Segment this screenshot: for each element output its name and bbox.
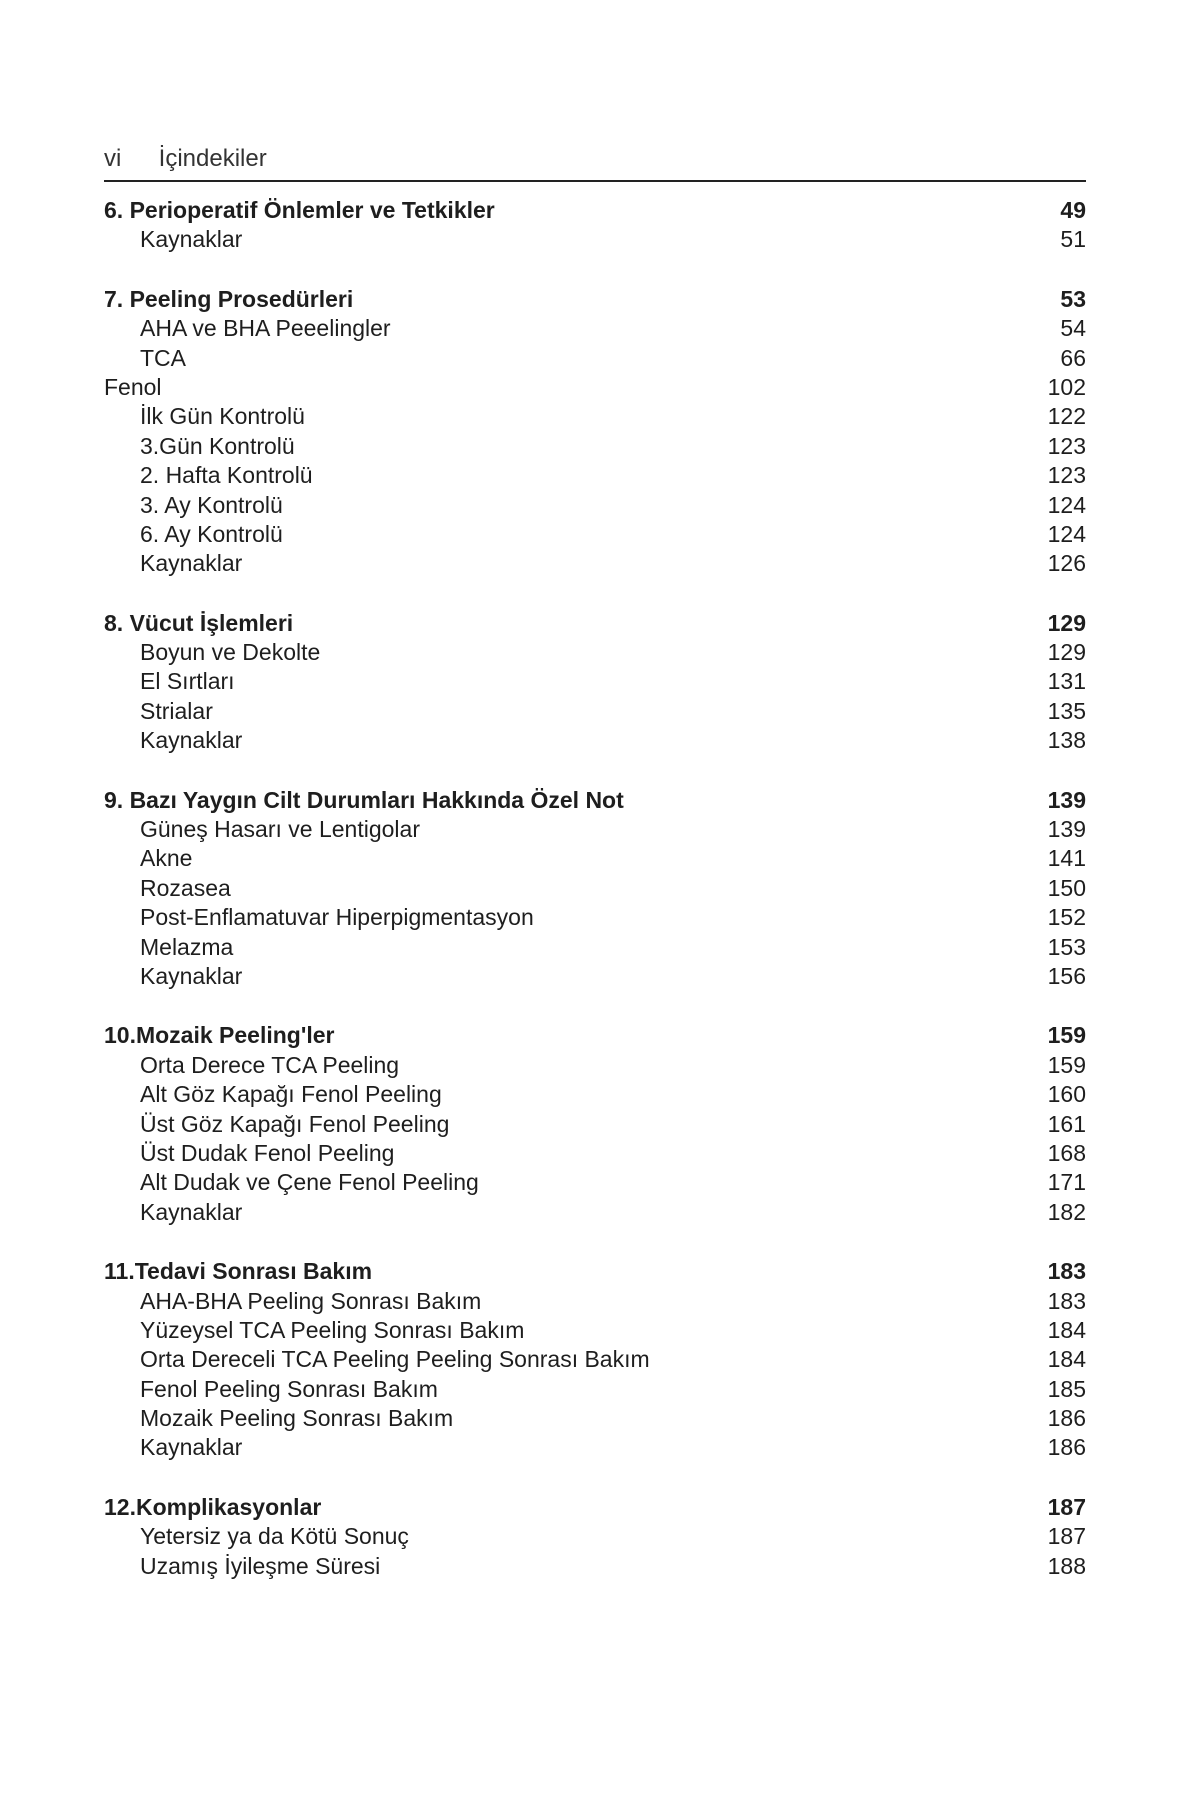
- toc-entry-label: İlk Gün Kontrolü: [140, 403, 305, 430]
- toc-page-number: 156: [1047, 962, 1086, 989]
- toc-entry-label: Melazma: [140, 933, 234, 960]
- toc-entry: [104, 461, 1086, 490]
- toc-page-number: 186: [1047, 1405, 1086, 1432]
- toc-entry: [104, 432, 1086, 461]
- toc-entry: [104, 874, 1086, 903]
- toc-entry-label: Kaynaklar: [140, 226, 243, 253]
- toc-entry: [104, 815, 1086, 844]
- toc-entry-label: 9. Bazı Yaygın Cilt Durumları Hakkında Özel Not: [104, 786, 624, 813]
- toc-chapter-heading: [104, 1257, 1086, 1286]
- toc-entry-label: 6. Ay Kontrolü: [140, 520, 283, 547]
- toc-page-number: 129: [1047, 639, 1086, 666]
- toc-page-number: 53: [1060, 285, 1086, 312]
- toc-entry-label: Kaynaklar: [140, 727, 243, 754]
- toc-entry: [104, 314, 1086, 343]
- toc-page-number: 159: [1047, 1051, 1086, 1078]
- toc-entry: [104, 402, 1086, 431]
- toc-section: [104, 196, 1086, 255]
- toc-section: [104, 1493, 1086, 1581]
- toc-entry-label: Mozaik Peeling Sonrası Bakım: [140, 1405, 454, 1432]
- toc-entry: [104, 1080, 1086, 1109]
- toc-entry-label: Alt Göz Kapağı Fenol Peeling: [140, 1081, 442, 1108]
- toc-page-number: 186: [1047, 1434, 1086, 1461]
- toc-entry-label: 3. Ay Kontrolü: [140, 491, 283, 518]
- toc-entry: [104, 373, 1086, 402]
- toc-entry: [104, 903, 1086, 932]
- toc-entry: [104, 1139, 1086, 1168]
- toc-entry-label: Orta Dereceli TCA Peeling Peeling Sonrası Bakım: [140, 1346, 650, 1373]
- toc-page-number: 123: [1047, 462, 1086, 489]
- toc-page-number: 124: [1047, 491, 1086, 518]
- table-of-contents: [104, 196, 1086, 1611]
- toc-page-number: 171: [1047, 1169, 1086, 1196]
- toc-page-number: 187: [1047, 1493, 1086, 1520]
- toc-page-number: 188: [1047, 1552, 1086, 1579]
- toc-section: [104, 285, 1086, 579]
- toc-entry-label: Kaynaklar: [140, 1434, 243, 1461]
- toc-page-number: 139: [1047, 786, 1086, 813]
- toc-page-number: 124: [1047, 520, 1086, 547]
- toc-entry: [104, 1316, 1086, 1345]
- toc-entry: [104, 1552, 1086, 1581]
- toc-entry: [104, 520, 1086, 549]
- toc-page-number: 138: [1047, 727, 1086, 754]
- toc-chapter-heading: [104, 1493, 1086, 1522]
- toc-page-number: 182: [1047, 1198, 1086, 1225]
- toc-page-number: 49: [1060, 197, 1086, 223]
- toc-entry-label: Fenol: [104, 373, 162, 400]
- toc-entry: [104, 1404, 1086, 1433]
- toc-entry: [104, 1433, 1086, 1462]
- running-header: [104, 145, 1086, 173]
- toc-entry-label: Fenol Peeling Sonrası Bakım: [140, 1375, 438, 1402]
- toc-page-number: 183: [1047, 1258, 1086, 1285]
- toc-page-number: 123: [1047, 432, 1086, 459]
- toc-page-number: 159: [1047, 1022, 1086, 1049]
- toc-page-number: 129: [1047, 609, 1086, 636]
- toc-page-number: 122: [1047, 403, 1086, 430]
- toc-entry: [104, 726, 1086, 755]
- toc-entry-label: Rozasea: [140, 874, 231, 901]
- header-title: İçindekiler: [158, 145, 267, 172]
- header-rule: [104, 180, 1086, 182]
- toc-page-number: 168: [1047, 1139, 1086, 1166]
- toc-entry-label: 11.Tedavi Sonrası Bakım: [104, 1258, 373, 1285]
- toc-entry: [104, 844, 1086, 873]
- toc-entry: [104, 1522, 1086, 1551]
- toc-entry-label: Yüzeysel TCA Peeling Sonrası Bakım: [140, 1316, 525, 1343]
- toc-chapter-heading: [104, 786, 1086, 815]
- toc-chapter-heading: [104, 196, 1086, 225]
- toc-page-number: 153: [1047, 933, 1086, 960]
- toc-entry-label: Orta Derece TCA Peeling: [140, 1051, 400, 1078]
- toc-entry-label: 10.Mozaik Peeling'ler: [104, 1022, 335, 1049]
- toc-chapter-heading: [104, 285, 1086, 314]
- toc-section: [104, 1021, 1086, 1227]
- toc-page-number: 141: [1047, 845, 1086, 872]
- toc-entry: [104, 344, 1086, 373]
- toc-page-number: 51: [1060, 226, 1086, 253]
- toc-entry-label: Kaynaklar: [140, 550, 243, 577]
- toc-page-number: 184: [1047, 1346, 1086, 1373]
- toc-page-number: 185: [1047, 1375, 1086, 1402]
- toc-entry-label: 6. Perioperatif Önlemler ve Tetkikler: [104, 197, 495, 223]
- toc-entry: [104, 1287, 1086, 1316]
- toc-page-number: 152: [1047, 904, 1086, 931]
- toc-section: [104, 786, 1086, 992]
- toc-page-number: 150: [1047, 874, 1086, 901]
- toc-entry-label: Akne: [140, 845, 193, 872]
- toc-entry-label: Yetersiz ya da Kötü Sonuç: [140, 1523, 409, 1550]
- toc-chapter-heading: [104, 1021, 1086, 1050]
- toc-section: [104, 609, 1086, 756]
- header-page-number: vi: [104, 145, 122, 172]
- toc-entry: [104, 549, 1086, 578]
- toc-page-number: 161: [1047, 1110, 1086, 1137]
- toc-entry-label: 2. Hafta Kontrolü: [140, 462, 313, 489]
- toc-section: [104, 1257, 1086, 1463]
- toc-entry-label: Kaynaklar: [140, 1198, 243, 1225]
- toc-page-number: 102: [1047, 373, 1086, 400]
- toc-entry-label: Strialar: [140, 697, 213, 724]
- toc-entry-label: TCA: [140, 344, 186, 371]
- toc-page-number: 187: [1047, 1523, 1086, 1550]
- toc-chapter-heading: [104, 609, 1086, 638]
- toc-entry-label: AHA-BHA Peeling Sonrası Bakım: [140, 1287, 482, 1314]
- toc-entry-label: Uzamış İyileşme Süresi: [140, 1552, 381, 1579]
- toc-entry-label: Güneş Hasarı ve Lentigolar: [140, 816, 420, 843]
- toc-entry-label: AHA ve BHA Peeelingler: [140, 315, 391, 342]
- toc-entry: [104, 491, 1086, 520]
- toc-entry: [104, 225, 1086, 254]
- toc-entry: [104, 962, 1086, 991]
- toc-entry-label: 7. Peeling Prosedürleri: [104, 285, 354, 312]
- toc-entry: [104, 638, 1086, 667]
- toc-entry: [104, 1375, 1086, 1404]
- toc-entry: [104, 667, 1086, 696]
- toc-entry: [104, 1051, 1086, 1080]
- toc-page-number: 183: [1047, 1287, 1086, 1314]
- toc-entry-label: Alt Dudak ve Çene Fenol Peeling: [140, 1169, 479, 1196]
- toc-page-number: 131: [1047, 668, 1086, 695]
- toc-entry: [104, 1198, 1086, 1227]
- toc-entry: [104, 933, 1086, 962]
- toc-entry: [104, 1345, 1086, 1374]
- toc-page-number: 160: [1047, 1081, 1086, 1108]
- toc-entry-label: 3.Gün Kontrolü: [140, 432, 295, 459]
- toc-entry-label: Üst Dudak Fenol Peeling: [140, 1139, 395, 1166]
- toc-entry-label: Boyun ve Dekolte: [140, 639, 321, 666]
- toc-entry: [104, 697, 1086, 726]
- toc-page-number: 139: [1047, 816, 1086, 843]
- toc-page-number: 135: [1047, 697, 1086, 724]
- toc-page-number: 126: [1047, 550, 1086, 577]
- toc-page-number: 184: [1047, 1316, 1086, 1343]
- toc-entry: [104, 1168, 1086, 1197]
- toc-entry-label: Post-Enflamatuvar Hiperpigmentasyon: [140, 904, 534, 931]
- toc-page-number: 66: [1060, 344, 1086, 371]
- toc-page-number: 54: [1060, 315, 1086, 342]
- toc-entry-label: 12.Komplikasyonlar: [104, 1493, 322, 1520]
- toc-entry-label: Kaynaklar: [140, 962, 243, 989]
- toc-entry-label: El Sırtları: [140, 668, 235, 695]
- toc-entry: [104, 1110, 1086, 1139]
- toc-entry-label: 8. Vücut İşlemleri: [104, 609, 294, 636]
- toc-entry-label: Üst Göz Kapağı Fenol Peeling: [140, 1110, 450, 1137]
